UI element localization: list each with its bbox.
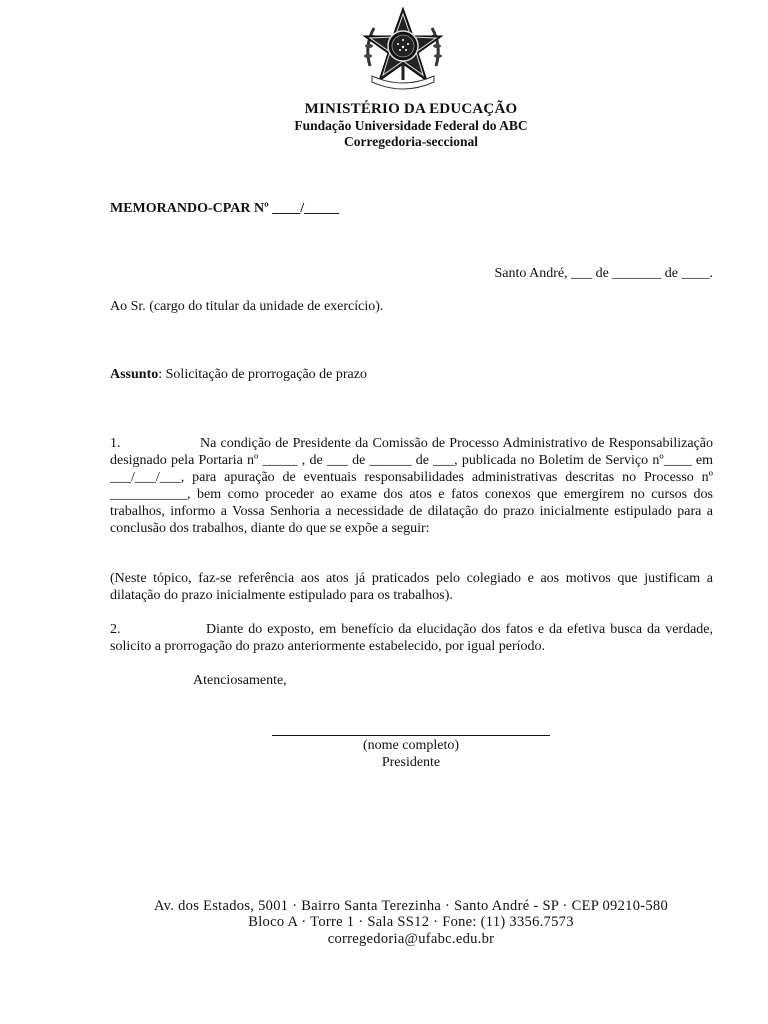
signatory-name: (nome completo): [362, 738, 460, 753]
paragraph-topic: (Neste tópico, faz-se referência aos atos já praticados pelo colegiado e aos motivos que justificam a dilatação do prazo inicialmente estipulado para os trabalhos).: [110, 571, 713, 603]
recipient-line: Ao Sr. (cargo do titular da unidade de exercício).: [110, 299, 384, 314]
paragraph-1: [110, 435, 713, 537]
foundation-name: Fundação Universidade Federal do ABC: [294, 118, 528, 133]
brazil-coat-of-arms-icon: [358, 6, 448, 92]
memo-title: MEMORANDO-CPAR Nº ____/_____: [110, 201, 340, 216]
footer-building: Bloco A · Torre 1 · Sala SS12 · Fone: (11) 3356.7573: [248, 914, 574, 930]
subject-line: [110, 367, 367, 383]
paragraph-1-number: 1.: [110, 436, 121, 451]
signature-line: [272, 735, 550, 736]
subject-label: Assunto: [110, 367, 159, 382]
footer-email: corregedoria@ufabc.edu.br: [327, 931, 495, 947]
ministry-title: MINISTÉRIO DA EDUCAÇÃO: [304, 101, 518, 117]
paragraph-2: [110, 621, 713, 655]
paragraph-2-text: Diante do exposto, em benefício da elucidação dos fatos e da efetiva busca da verdade, solicito a prorrogação do prazo anteriormente estabelecido, por igual período.: [110, 622, 713, 654]
closing: Atenciosamente,: [193, 673, 287, 688]
department-name: Corregedoria-seccional: [344, 134, 478, 149]
date-line: Santo André, ___ de _______ de ____.: [494, 266, 713, 281]
signatory-role: Presidente: [381, 755, 441, 770]
paragraph-2-number: 2.: [110, 622, 121, 637]
paragraph-1-text: Na condição de Presidente da Comissão de Processo Administrativo de Responsabilização designado pela Portaria nº _____ , de ___ de ______ de ___, publicada no Boletim de Serviço nº____ em ___/___/___, para apuração de eventuais responsabilidades administrativas descritas no Processo nº ___________, bem como proceder ao exame dos atos e fatos conexos que emergirem no cursos dos trabalhos, informo a Vossa Senhoria a necessidade de dilatação do prazo inicialmente estipulado para a conclusão dos trabalhos, diante do que se expõe a seguir:: [110, 436, 713, 536]
subject-text: : Solicitação de prorrogação de prazo: [158, 367, 367, 382]
footer-address: Av. dos Estados, 5001 · Bairro Santa Terezinha · Santo André - SP · CEP 09210-580: [153, 898, 669, 914]
